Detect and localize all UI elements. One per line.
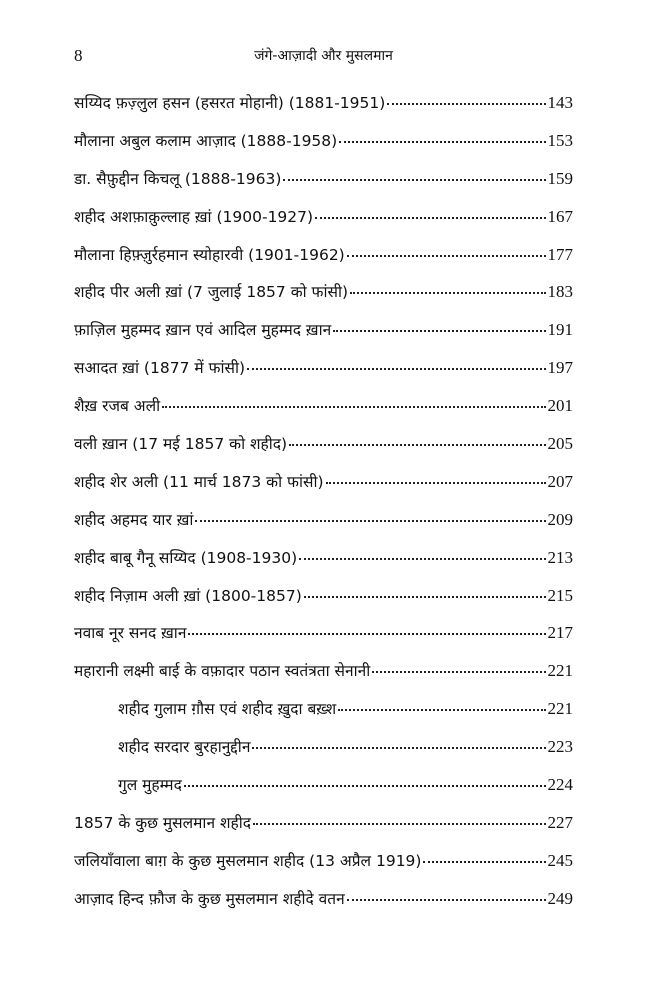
toc-entry-page: 191 xyxy=(547,320,573,340)
toc-entry-title: मौलाना अबुल कलाम आज़ाद (1888-1958) xyxy=(74,131,338,150)
dot-leader xyxy=(339,141,545,143)
dot-leader xyxy=(253,823,546,825)
toc-entry xyxy=(74,206,573,244)
toc-entry xyxy=(74,357,573,395)
toc-entry-title: शैख़ रजब अली xyxy=(74,397,161,416)
toc-entry-title: शहीद सरदार बुरहानुद्दीन xyxy=(118,738,251,757)
toc-entry xyxy=(74,168,573,206)
table-of-contents xyxy=(74,92,573,926)
dot-leader xyxy=(372,671,545,673)
toc-entry-title: आज़ाद हिन्द फ़ौज के कुछ मुसलमान शहीदे वतन xyxy=(74,889,345,908)
toc-entry-title: शहीद अहमद यार ख़ां xyxy=(74,510,194,529)
toc-entry-title: फ़ाज़िल मुहम्मद ख़ान एवं आदिल मुहम्मद ख़ान xyxy=(74,321,332,340)
toc-entry xyxy=(74,471,573,509)
toc-entry xyxy=(74,433,573,471)
toc-entry-title: सआदत ख़ां (1877 में फांसी) xyxy=(74,359,246,378)
dot-leader xyxy=(347,255,546,257)
toc-entry-page: 201 xyxy=(547,396,573,416)
toc-entry xyxy=(74,395,573,433)
toc-entry-title: वली ख़ान (17 मई 1857 को शहीद) xyxy=(74,435,288,454)
page-header xyxy=(0,46,647,70)
toc-entry-title: जलियाँवाला बाग़ के कुछ मुसलमान शहीद (13 अप्रैल 1919) xyxy=(74,851,422,870)
toc-entry xyxy=(74,622,573,660)
toc-entry-page: 224 xyxy=(547,775,573,795)
toc-entry-title: मौलाना हिफ़्ज़ुर्रहमान स्योहारवी (1901-1962) xyxy=(74,245,345,264)
toc-entry xyxy=(74,130,573,168)
dot-leader xyxy=(350,292,545,294)
toc-entry xyxy=(74,547,573,585)
toc-entry xyxy=(74,698,573,736)
toc-entry-title: शहीद पीर अली ख़ां (7 जुलाई 1857 को फांसी) xyxy=(74,283,349,302)
toc-entry-title: गुल मुहम्मद xyxy=(118,776,182,795)
toc-entry xyxy=(74,850,573,888)
toc-entry xyxy=(74,774,573,812)
toc-entry xyxy=(74,92,573,130)
page-number: 8 xyxy=(74,46,83,65)
toc-entry-page: 249 xyxy=(547,888,573,908)
toc-entry-title: 1857 के कुछ मुसलमान शहीद xyxy=(74,813,251,832)
dot-leader xyxy=(283,179,545,181)
toc-entry xyxy=(74,812,573,850)
toc-entry-title: सय्यिद फ़ज़्लुल हसन (हसरत मोहानी) (1881-1951) xyxy=(74,94,386,112)
toc-entry-page: 221 xyxy=(547,661,573,681)
toc-entry-page: 197 xyxy=(547,358,573,378)
dot-leader xyxy=(326,482,546,484)
toc-entry-page: 215 xyxy=(547,585,573,605)
dot-leader xyxy=(387,103,545,105)
toc-entry-page: 177 xyxy=(547,244,573,264)
toc-entry-title: शहीद अशफ़ाक़ुल्लाह ख़ां (1900-1927) xyxy=(74,207,314,226)
dot-leader xyxy=(184,785,546,787)
toc-entry xyxy=(74,660,573,698)
toc-entry xyxy=(74,244,573,282)
toc-entry xyxy=(74,281,573,319)
toc-entry-page: 143 xyxy=(547,93,573,112)
toc-entry xyxy=(74,888,573,926)
toc-entry-page: 207 xyxy=(547,471,573,491)
dot-leader xyxy=(289,444,545,446)
dot-leader xyxy=(347,899,546,901)
dot-leader xyxy=(304,596,546,598)
toc-entry xyxy=(74,736,573,774)
dot-leader xyxy=(333,330,545,332)
toc-entry-title: शहीद गुलाम ग़ौस एवं शहीद ख़ुदा बख़्श xyxy=(118,700,337,719)
toc-entry-page: 213 xyxy=(547,547,573,567)
dot-leader xyxy=(315,217,545,219)
toc-entry-page: 245 xyxy=(547,850,573,870)
toc-entry-page: 159 xyxy=(547,168,573,188)
toc-entry xyxy=(74,585,573,623)
toc-entry-title: शहीद शेर अली (11 मार्च 1873 को फांसी) xyxy=(74,472,324,491)
toc-entry-page: 221 xyxy=(547,699,573,719)
toc-entry-page: 205 xyxy=(547,434,573,454)
dot-leader xyxy=(338,709,545,711)
dot-leader xyxy=(188,633,545,635)
toc-entry-title: डा. सैफ़ुद्दीन किचलू (1888-1963) xyxy=(74,169,282,188)
toc-entry-title: महारानी लक्ष्मी बाई के वफ़ादार पठान स्वतंत्रता सेनानी xyxy=(74,662,371,681)
toc-entry-page: 153 xyxy=(547,130,573,150)
dot-leader xyxy=(162,406,545,408)
toc-entry-page: 227 xyxy=(547,812,573,832)
toc-entry xyxy=(74,509,573,547)
toc-entry xyxy=(74,319,573,357)
toc-entry-title: शहीद बाबू गैनू सय्यिद (1908-1930) xyxy=(74,548,298,567)
dot-leader xyxy=(195,520,545,522)
toc-entry-page: 223 xyxy=(547,737,573,757)
toc-entry-title: शहीद निज़ाम अली ख़ां (1800-1857) xyxy=(74,586,302,605)
dot-leader xyxy=(299,558,545,560)
toc-entry-page: 167 xyxy=(547,206,573,226)
dot-leader xyxy=(252,747,545,749)
dot-leader xyxy=(423,861,545,863)
toc-entry-page: 209 xyxy=(547,509,573,529)
toc-entry-page: 217 xyxy=(547,623,573,643)
dot-leader xyxy=(247,368,545,370)
running-title: जंगे-आज़ादी और मुसलमान xyxy=(254,48,393,64)
toc-entry-title: नवाब नूर सनद ख़ान xyxy=(74,624,187,643)
toc-entry-page: 183 xyxy=(547,282,573,302)
